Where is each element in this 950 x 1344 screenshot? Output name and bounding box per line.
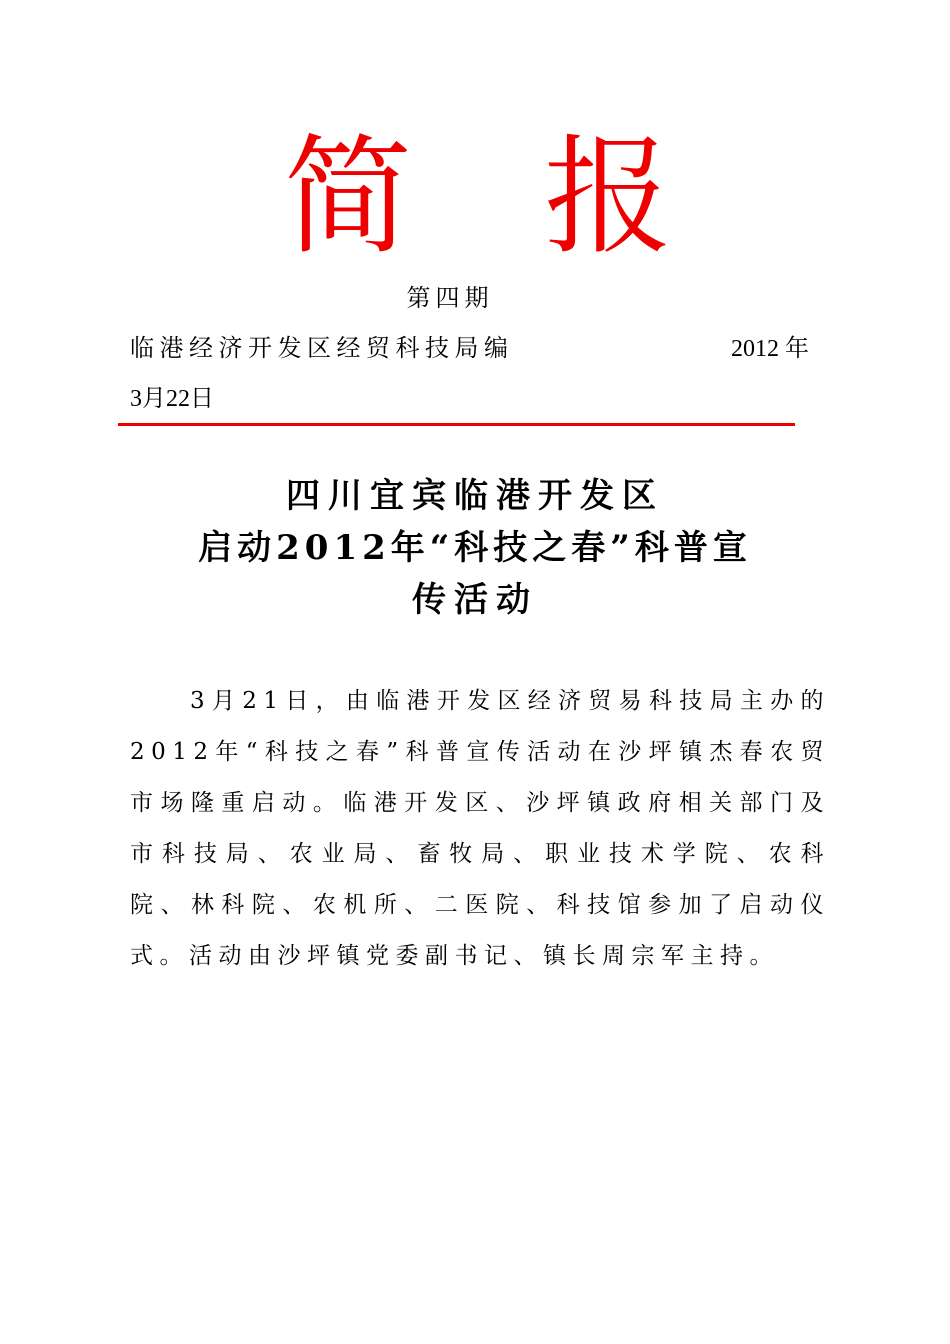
masthead-title-char: 简	[284, 123, 413, 272]
year-label: 2012 年	[731, 336, 809, 362]
date-label: 3月22日	[130, 386, 214, 412]
article-body: 3月21日，由临港开发区经济贸易科技局主办的2012年“科技之春”科普宣传活动在沙坪镇杰春农贸市场隆重启动。临港开发区、沙坪镇政府相关部门及市科技局、农业局、畜牧局、职业技术学院、农科院、林科院、农机所、二医院、科技馆参加了启动仪式。活动由沙坪镇党委副书记、镇长周宗军主持。	[130, 688, 830, 969]
masthead-title-char: 报	[544, 123, 673, 272]
publisher-line: 临港经济开发区经贸科技局编	[130, 334, 514, 362]
headline-line: 启动2012年“科技之春”科普宣	[198, 528, 752, 568]
red-divider	[118, 423, 795, 426]
headline-line: 四川宜宾临港开发区	[286, 476, 664, 516]
headline-line: 传活动	[412, 580, 538, 620]
masthead-title	[0, 123, 950, 272]
article-headline	[0, 470, 950, 626]
issue-number: 第四期	[406, 284, 494, 312]
